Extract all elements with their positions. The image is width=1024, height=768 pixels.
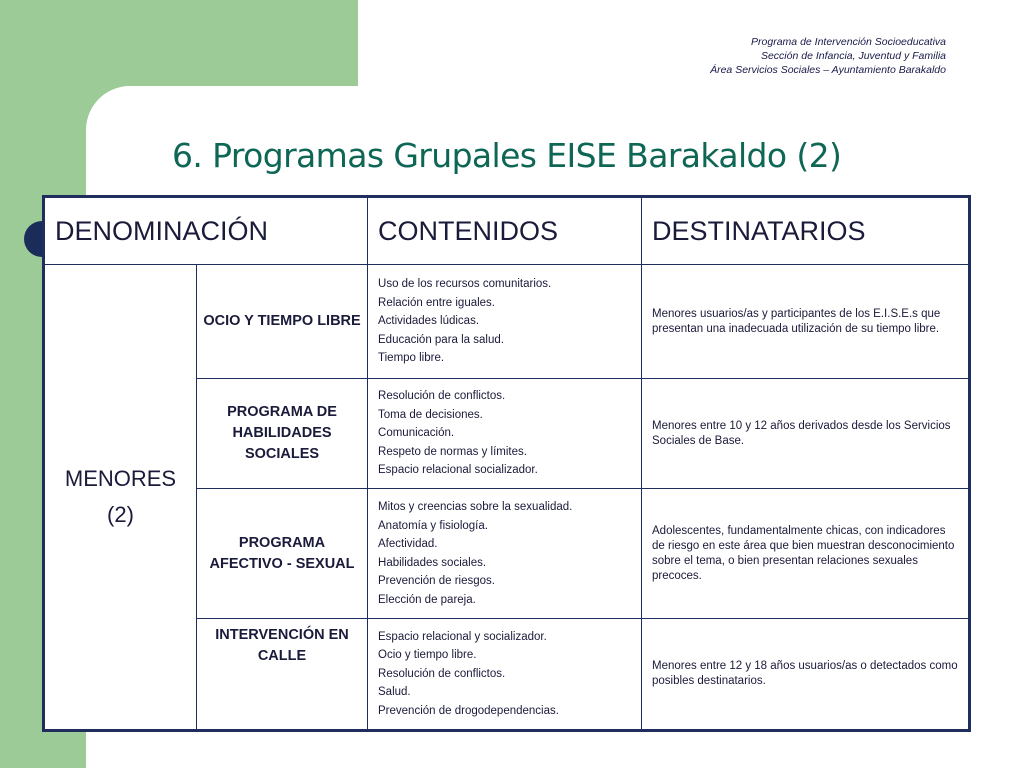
content-item: Anatomía y fisiología. — [378, 519, 488, 532]
programs-table — [42, 195, 971, 732]
header-info — [710, 35, 946, 77]
content-item: Tiempo libre. — [378, 352, 445, 365]
header-destinatarios: DESTINATARIOS — [642, 197, 970, 265]
program-contents — [368, 379, 642, 489]
content-item: Comunicación. — [378, 427, 455, 440]
content-item: Prevención de drogodependencias. — [378, 704, 559, 717]
content-item: Respeto de normas y límites. — [378, 445, 527, 458]
content-item: Prevención de riesgos. — [378, 575, 495, 587]
content-item: Espacio relacional socializador. — [378, 464, 538, 477]
content-item: Elección de pareja. — [378, 593, 476, 606]
group-cell-menores — [44, 265, 197, 731]
table-header-row — [44, 197, 970, 265]
table-row — [44, 265, 970, 379]
program-destinatarios: Menores entre 12 y 18 años usuarios/as o detectados como posibles destinatarios. — [642, 619, 970, 731]
program-contents — [368, 489, 642, 619]
content-item: Habilidades sociales. — [378, 556, 487, 569]
group-count: (2) — [107, 502, 134, 527]
content-item: Resolución de conflictos. — [378, 390, 506, 403]
content-item: Actividades lúdicas. — [378, 315, 480, 328]
program-contents — [368, 619, 642, 731]
program-name: OCIO Y TIEMPO LIBRE — [197, 265, 368, 379]
program-destinatarios: Menores entre 10 y 12 años derivados desde los Servicios Sociales de Base. — [642, 379, 970, 489]
content-item: Afectividad. — [378, 538, 438, 550]
program-destinatarios: Adolescentes, fundamentalmente chicas, con indicadores de riesgo en este área que bien muestran desconocimiento sobre el tema, o bien presentan relaciones sexuales precoces. — [642, 489, 970, 619]
header-denominacion: DENOMINACIÓN — [44, 197, 368, 265]
content-item: Mitos y creencias sobre la sexualidad. — [378, 501, 573, 513]
content-item: Salud. — [378, 686, 411, 699]
group-label: MENORES — [64, 466, 177, 491]
program-name: PROGRAMA AFECTIVO - SEXUAL — [197, 489, 368, 619]
content-item: Uso de los recursos comunitarios. — [378, 278, 552, 291]
slide-title: 6. Programas Grupales EISE Barakaldo (2) — [172, 136, 842, 175]
header-line-area: Área Servicios Sociales – Ayuntamiento Barakaldo — [710, 64, 946, 76]
content-item: Resolución de conflictos. — [378, 667, 506, 680]
content-item: Espacio relacional y socializador. — [378, 630, 547, 643]
program-name: INTERVENCIÓN EN CALLE — [197, 619, 368, 731]
header-contenidos: CONTENIDOS — [368, 197, 642, 265]
header-line-section: Sección de Infancia, Juventud y Familia — [760, 50, 946, 62]
program-destinatarios: Menores usuarios/as y participantes de los E.I.S.E.s que presentan una inadecuada utilización de su tiempo libre. — [642, 265, 970, 379]
header-line-program: Programa de Intervención Socioeducativa — [751, 36, 946, 48]
content-item: Ocio y tiempo libre. — [378, 649, 477, 662]
content-item: Toma de decisiones. — [378, 408, 483, 421]
content-item: Educación para la salud. — [378, 333, 504, 346]
content-item: Relación entre iguales. — [378, 296, 496, 309]
program-contents — [368, 265, 642, 379]
program-name: PROGRAMA DE HABILIDADES SOCIALES — [197, 379, 368, 489]
